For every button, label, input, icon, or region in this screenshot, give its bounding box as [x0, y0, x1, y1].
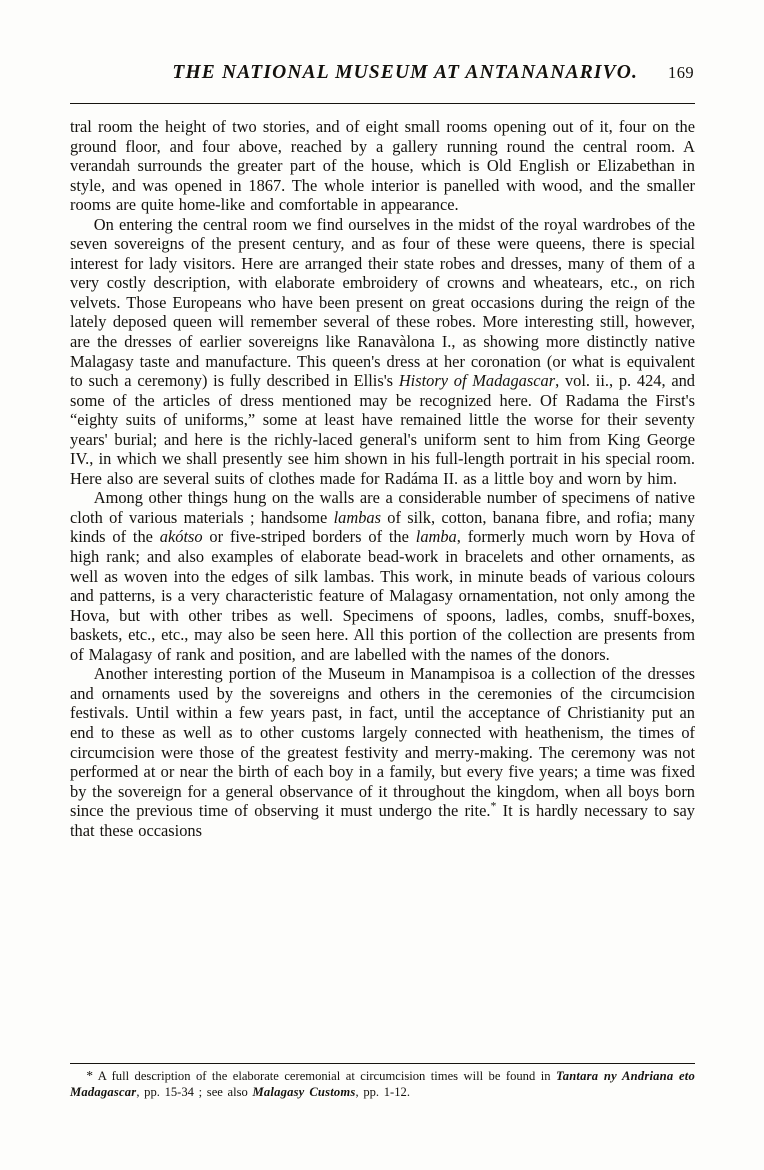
book-title-history-of-madagascar: History of Madagascar	[398, 371, 556, 391]
paragraph-text-part: , formerly much worn by Hova of high rank; and also examples of elaborate bead-work in bracelets and other ornaments, as well as woven into the edges of silk lambas. This work, in minute beads of various colours and patterns, is a very characteristic feature of Malagasy ornamentation, not only among the Hova, but with other tribes as well. Specimens of spoons, ladles, combs, snuff-boxes, baskets, etc., etc., may also be seen here. All this portion of the collection are presents from of Malagasy of rank and position, and are labelled with the names of the donors.	[70, 527, 695, 664]
paragraph-text-part: Among other things hung on the walls are a considerable number of specimens of native cloth of various materials ; handsome	[70, 488, 695, 527]
footnote-text-part: A full description of the elaborate ceremonial at circumcision times will be found in	[92, 1069, 556, 1083]
paragraph-native-cloth	[70, 488, 695, 664]
paragraph-text-part: or five-striped borders of the	[202, 527, 416, 547]
header-divider-rule	[70, 103, 695, 104]
footnote-block	[70, 1068, 695, 1101]
paragraph-manampisoa-circumcision	[70, 664, 695, 840]
footnote-text	[70, 1068, 695, 1101]
running-head-title: THE NATIONAL MUSEUM AT ANTANANARIVO.	[172, 62, 639, 83]
paragraph-text-part: It is hardly necessary to say that these occasions	[70, 801, 695, 840]
paragraph-continuation: tral room the height of two stories, and of eight small rooms opening out of it, four on the ground floor, and four above, reached by a gallery running round the central room. A verandah surrounds the greater part of the house, which is Old English or Elizabethan in style, and was opened in 1867. The whole interior is panelled with wood, and the smaller rooms are quite home-like and comfortable in appearance.	[70, 117, 695, 215]
paragraph-royal-wardrobes	[70, 215, 695, 489]
paragraph-text-part: , vol. ii., p. 424, and some of the articles of dress mentioned may be recognized here. Of Radama the First's “eighty suits of uniforms,” some at least have remained little the worse for their seventy years' burial; and here is the richly-laced general's uniform sent to him from King George IV., in which we shall presently see him shown in his full-length portrait in his special room. Here also are several suits of clothes made for Radáma II. as a little boy and worn by him.	[70, 371, 696, 488]
footnote-reference-marker: *	[490, 798, 497, 813]
running-head	[70, 62, 694, 90]
footnote-divider-rule	[70, 1063, 695, 1064]
foreign-term-lamba: lamba	[415, 527, 457, 547]
foreign-term-akotso: akótso	[159, 527, 203, 547]
foreign-term-lambas: lambas	[333, 507, 381, 527]
footnote-title-malagasy-customs: Malagasy Customs	[252, 1085, 356, 1100]
footnote-text-part: , pp. 15-34 ; see also	[136, 1085, 253, 1100]
footnote-title-tantara: Tantara ny Andriana eto Madagascar	[70, 1069, 695, 1100]
paragraph-text-part: of silk, cotton, banana fibre, and rofia; many kinds of the	[70, 507, 695, 547]
page-folio-number: 169	[668, 63, 694, 82]
body-text-column	[70, 117, 695, 840]
footnote-asterisk-marker: *	[86, 1068, 93, 1083]
paragraph-text-part: Another interesting portion of the Museum in Manampisoa is a collection of the dresses and ornaments used by the sovereigns and others in the ceremonies of the circumcision festivals. Until within a few years past, in fact, until the acceptance of Christianity put an end to these as well as to other customs largely connected with heathenism, the times of circumcision were those of the greatest festivity and merry-making. The ceremony was not performed at or near the birth of each boy in a family, but every five years; a time was fixed by the sovereign for a general observance of it throughout the kingdom, when all boys born since the previous time of observing it must undergo the rite.	[70, 664, 695, 821]
paragraph-text-part: On entering the central room we find ourselves in the midst of the royal wardrobes of the seven sovereigns of the present century, and as four of these were queens, there is special interest for lady visitors. Here are arranged their state robes and dresses, many of them of a very costly description, with elaborate embroidery of crowns and wheatears, etc., on rich velvets. Those Europeans who have been present on great occasions during the reign of the lately deposed queen will remember several of these robes. More interesting still, however, are the dresses of earlier sovereigns like Ranavàlona I., as showing more distinctly native Malagasy taste and manufacture. This queen's dress at her coronation (or what is equivalent to such a ceremony) is fully described in Ellis's	[70, 214, 695, 391]
footnote-text-part: , pp. 1-12.	[355, 1085, 410, 1100]
